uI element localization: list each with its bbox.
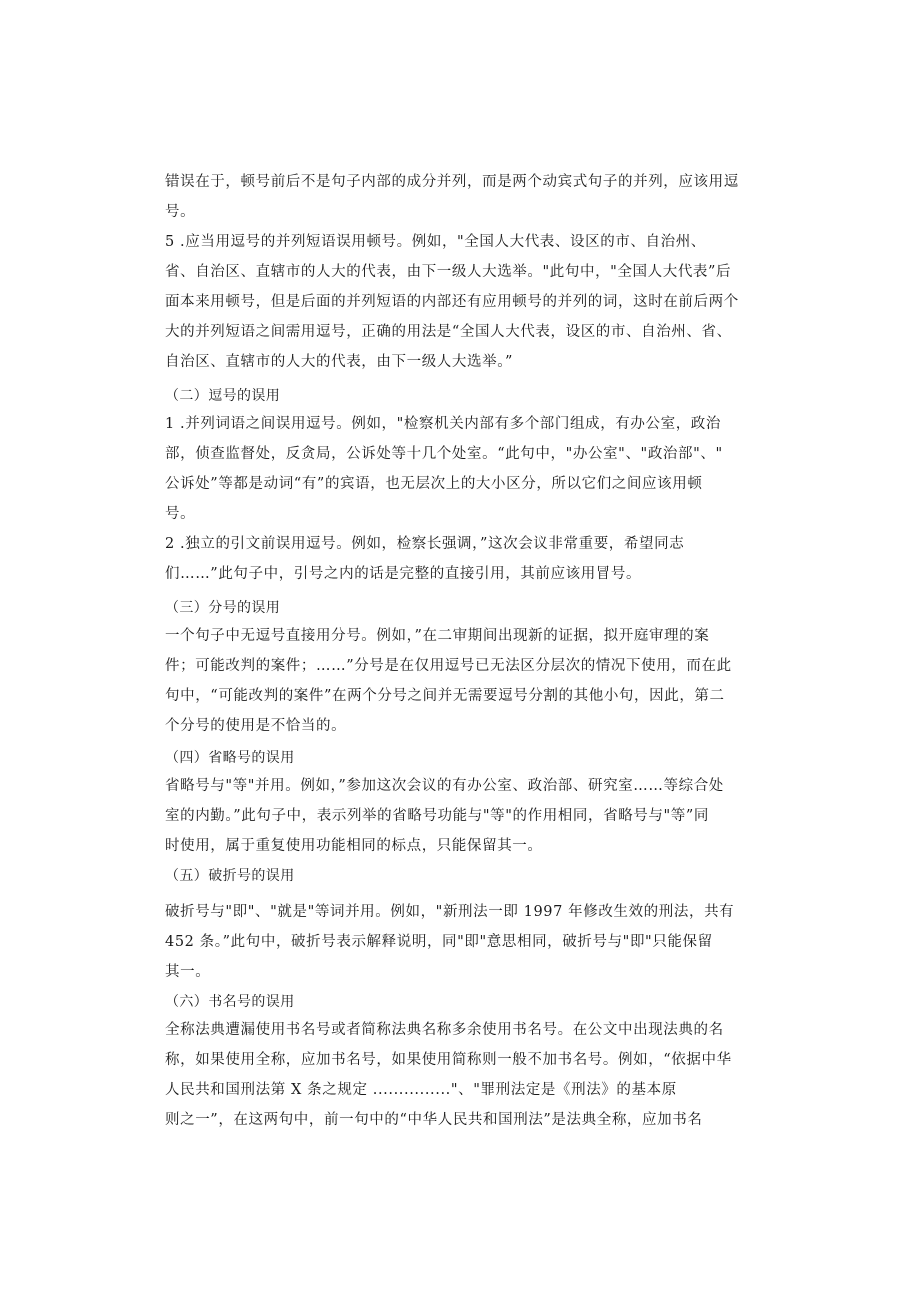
- text-line: 人民共和国刑法第 X 条之规定 ..............."、"罪刑法定是《刑法》的基本原: [165, 1082, 677, 1098]
- text-line: 一个句子中无逗号直接用分号。例如，”在二审期间出现新的证据，拟开庭审理的案: [165, 628, 710, 644]
- text-line: 面本来用顿号，但是后面的并列短语的内部还有应用顿号的并列的词，这时在前后两个: [165, 294, 739, 310]
- text-line: 2 .独立的引文前误用逗号。例如，检察长强调，”这次会议非常重要，希望同志: [165, 536, 685, 552]
- text-line: 其一。: [165, 964, 211, 980]
- text-line: 则之一”，在这两句中，前一句中的“中华人民共和国刑法”是法典全称，应加书名: [165, 1112, 703, 1128]
- section-heading: （五）破折号的误用: [165, 868, 295, 884]
- text-line: 号。: [165, 204, 196, 220]
- text-line: 452 条。”此句中，破折号表示解释说明，同"即"意思相同，破折号与"即"只能保留: [165, 934, 713, 950]
- text-line: 们……”此句子中，引号之内的话是完整的直接引用，其前应该用冒号。: [165, 566, 642, 582]
- section-heading: （四）省略号的误用: [165, 750, 295, 766]
- text-line: 室的内勤。”此句子中，表示列举的省略号功能与"等"的作用相同，省略号与"等”同: [165, 808, 709, 824]
- text-line: 个分号的使用是不恰当的。: [165, 718, 347, 734]
- text-line: 号。: [165, 506, 196, 522]
- text-line: 省略号与"等"并用。例如，”参加这次会议的有办公室、政治部、研究室……等综合处: [165, 778, 724, 794]
- text-line: 错误在于，顿号前后不是句子内部的成分并列，而是两个动宾式句子的并列，应该用逗: [165, 174, 739, 190]
- text-line: 件；可能改判的案件；……”分号是在仅用逗号已无法区分层次的情况下使用，而在此: [165, 658, 732, 674]
- section-heading: （二）逗号的误用: [165, 388, 281, 404]
- text-line: 省、自治区、直辖市的人大的代表，由下一级人大选举。"此句中，"全国人大代表”后: [165, 264, 732, 280]
- text-line: 1 .并列词语之间误用逗号。例如，"检察机关内部有多个部门组成，有办公室，政治: [165, 416, 722, 432]
- text-line: 破折号与"即"、"就是"等词并用。例如，"新刑法一即 1997 年修改生效的刑法，共有: [165, 904, 735, 920]
- text-line: 部，侦查监督处，反贪局，公诉处等十几个处室。“此句中，"办公室"、"政治部"、": [165, 446, 723, 462]
- section-heading: （三）分号的误用: [165, 600, 281, 616]
- text-line: 公诉处”等都是动词“有”的宾语，也无层次上的大小区分，所以它们之间应该用顿: [165, 476, 703, 492]
- text-line: 大的并列短语之间需用逗号，正确的用法是“全国人大代表，设区的市、自治州、省、: [165, 324, 732, 340]
- text-line: 句中，“可能改判的案件”在两个分号之间并无需要逗号分割的其他小句，因此，第二: [165, 688, 725, 704]
- section-heading: （六）书名号的误用: [165, 994, 295, 1010]
- text-line: 时使用，属于重复使用功能相同的标点，只能保留其一。: [165, 838, 543, 854]
- text-line: 自治区、直辖市的人大的代表，由下一级人大选举。”: [165, 354, 514, 370]
- text-line: 5 .应当用逗号的并列短语误用顿号。例如，"全国人大代表、设区的市、自治州、: [165, 234, 706, 250]
- text-line: 称，如果使用全称，应加书名号，如果使用简称则一般不加书名号。例如，“依据中华: [165, 1052, 732, 1068]
- text-line: 全称法典遭漏使用书名号或者简称法典名称多余使用书名号。在公文中出现法典的名: [165, 1022, 724, 1038]
